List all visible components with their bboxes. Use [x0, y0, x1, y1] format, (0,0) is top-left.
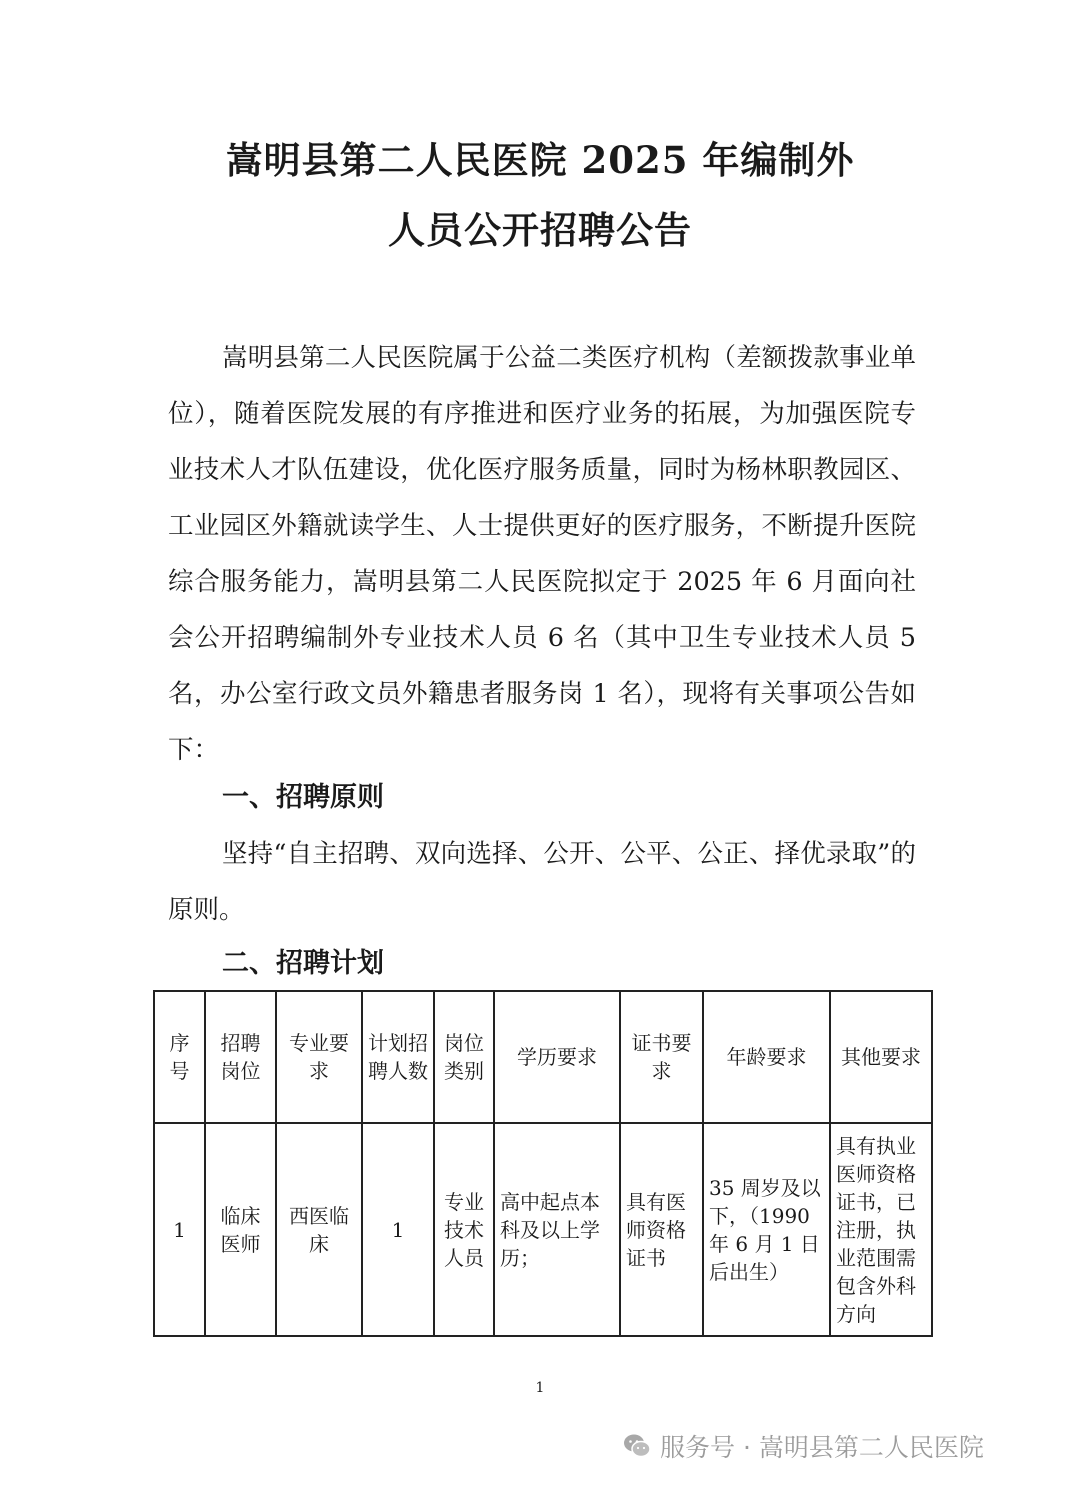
- header-seq: 序号: [154, 991, 205, 1123]
- header-certificate: 证书要求: [620, 991, 703, 1123]
- intro-paragraph: 嵩明县第二人民医院属于公益二类医疗机构（差额拨款事业单位），随着医院发展的有序推进和医疗业务的拓展，为加强医院专业技术人才队伍建设，优化医疗服务质量，同时为杨林职教园区、工业园区外籍就读学生、人士提供更好的医疗服务，不断提升医院综合服务能力，嵩明县第二人民医院拟定于 2025 年 6 月面向社会公开招聘编制外专业技术人员 6 名（其中卫生专业技术人员 5 名，办公室行政文员外籍患者服务岗 1 名），现将有关事项公告如下：: [168, 343, 916, 765]
- wechat-icon: [622, 1431, 652, 1461]
- cell-major: 西医临床: [276, 1123, 362, 1336]
- header-count: 计划招聘人数: [362, 991, 434, 1123]
- section1-heading: 一、招聘原则: [222, 782, 384, 813]
- header-other: 其他要求: [830, 991, 932, 1123]
- page-number: 1: [535, 1380, 545, 1396]
- cell-position: 临床医师: [205, 1123, 276, 1336]
- header-major: 专业要求: [276, 991, 362, 1123]
- recruitment-plan-table: [153, 990, 933, 1337]
- table-header-row: [154, 991, 932, 1123]
- cell-certificate: 具有医师资格证书: [620, 1123, 703, 1336]
- watermark-text: 服务号 · 嵩明县第二人民医院: [660, 1433, 984, 1462]
- cell-other: 具有执业医师资格证书，已注册，执业范围需包含外科方向: [830, 1123, 932, 1336]
- header-education: 学历要求: [494, 991, 620, 1123]
- section1-text: 坚持“自主招聘、双向选择、公开、公平、公正、择优录取”的原则。: [168, 839, 916, 925]
- cell-category: 专业技术人员: [434, 1123, 494, 1336]
- cell-education: 高中起点本科及以上学历；: [494, 1123, 620, 1336]
- cell-age: 35 周岁及以下，（1990 年 6 月 1 日后出生）: [703, 1123, 830, 1336]
- watermark: [622, 1428, 984, 1464]
- table-row: [154, 1123, 932, 1336]
- cell-seq: 1: [154, 1123, 205, 1336]
- document-title-line1: 嵩明县第二人民医院 2025 年编制外: [225, 138, 855, 182]
- header-age: 年龄要求: [703, 991, 830, 1123]
- document-title-line2: 人员公开招聘公告: [388, 208, 692, 252]
- section2-heading: 二、招聘计划: [222, 948, 384, 979]
- header-position: 招聘岗位: [205, 991, 276, 1123]
- cell-count: 1: [362, 1123, 434, 1336]
- header-category: 岗位类别: [434, 991, 494, 1123]
